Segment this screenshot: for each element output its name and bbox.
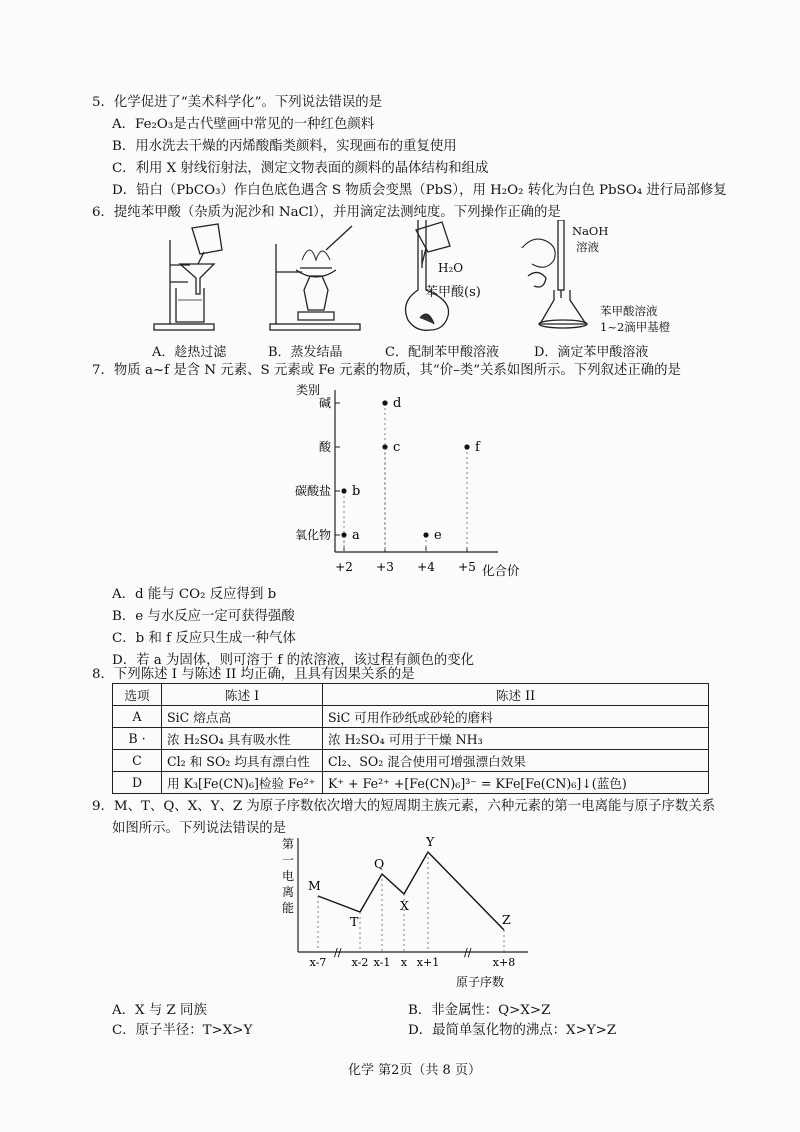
point-label-a: a — [352, 528, 360, 543]
label-naoh: NaOH — [572, 224, 609, 238]
q9-option-d: D．最简单氢化物的沸点：X>Y>Z — [408, 1023, 617, 1038]
x-tick-label: +2 — [335, 560, 353, 574]
point-label-Z: Z — [502, 912, 511, 927]
table-cell: D — [113, 772, 162, 794]
y-label-char: 能 — [282, 901, 295, 915]
table-cell: 浓 H₂SO₄ 具有吸水性 — [162, 728, 323, 750]
q5-option-a: A．Fe₂O₃是古代壁画中常见的一种红色颜料 — [112, 117, 375, 132]
q7-option-c: C．b 和 f 反应只生成一种气体 — [112, 631, 296, 646]
q7-option-b: B．e 与水反应一定可获得强酸 — [112, 609, 295, 624]
caption-d: D．滴定苯甲酸溶液 — [534, 345, 649, 360]
y-tick-label: 碳酸盐 — [294, 484, 331, 498]
series-line — [318, 852, 504, 930]
table-cell: 浓 H₂SO₄ 可用于干燥 NH₃ — [323, 728, 709, 750]
label-benzoic-acid-solid: 苯甲酸(s) — [425, 285, 481, 300]
y-label-char: 电 — [282, 869, 295, 883]
q5-option-b: B．用水洗去干燥的丙烯酸酯类颜料，实现画布的重复使用 — [112, 139, 457, 154]
q7-option-d: D．若 a 为固体，则可溶于 f 的浓溶液，该过程有颜色的变化 — [112, 653, 475, 668]
y-label-char: 第 — [282, 837, 295, 851]
ionization-energy-chart — [278, 834, 548, 1004]
x-tick-label: x — [400, 956, 408, 969]
point-label-M: M — [308, 878, 321, 893]
point-e — [423, 532, 428, 537]
x-tick-label: x+1 — [416, 956, 440, 969]
x-tick-label: x-2 — [351, 956, 369, 969]
apparatus-hot-filtration — [148, 220, 238, 332]
q6-stem: 6．提纯苯甲酸（杂质为泥沙和 NaCl），并用滴定法测纯度。下列操作正确的是 — [92, 205, 561, 220]
q5-stem: 5．化学促进了“美术科学化”。下列说法错误的是 — [92, 95, 383, 110]
table-cell: Cl₂、SO₂ 混合使用可增强漂白效果 — [323, 750, 709, 772]
x-tick-label: +4 — [417, 560, 435, 574]
point-label-e: e — [434, 528, 442, 543]
point-label-Y: Y — [426, 834, 435, 849]
point-b — [341, 488, 346, 493]
y-tick-label: 酸 — [318, 440, 331, 454]
x-tick-label: x-1 — [373, 956, 391, 969]
q8-stem: 8．下列陈述 I 与陈述 II 均正确，且具有因果关系的是 — [92, 667, 415, 682]
apparatus-solution-prep — [400, 220, 490, 336]
q9-option-b: B．非金属性：Q>X>Z — [408, 1003, 551, 1018]
q5-option-d: D．铅白（PbCO₃）作白色底色遇含 S 物质会变黑（PbS），用 H₂O₂ 转化为白色 PbSO₄ 进行局部修复 — [112, 183, 727, 198]
y-tick-label: 碱 — [318, 396, 331, 410]
table-cell: SiC 可用作砂纸或砂轮的磨料 — [323, 706, 709, 728]
q9-option-a: A．X 与 Z 同族 — [112, 1003, 207, 1018]
q9-stem-line2: 如图所示。下列说法错误的是 — [112, 821, 287, 836]
table-header-cell: 选项 — [113, 684, 162, 706]
table-cell: C — [113, 750, 162, 772]
table-header-cell: 陈述 I — [162, 684, 323, 706]
q7-stem: 7．物质 a~f 是含 N 元素、S 元素或 Fe 元素的物质，其“价–类”关系如图所示。下列叙述正确的是 — [92, 363, 681, 378]
table-row — [113, 706, 709, 728]
table-cell: K⁺ + Fe²⁺ +[Fe(CN)₆]³⁻ = KFe[Fe(CN)₆]↓(蓝色) — [323, 772, 709, 794]
table-header-row — [113, 684, 709, 706]
label-benzoic-solution: 苯甲酸溶液 — [600, 304, 658, 318]
table-cell: A — [113, 706, 162, 728]
point-label-c: c — [393, 440, 401, 455]
point-label-X: X — [400, 898, 409, 913]
point-label-Q: Q — [374, 856, 385, 871]
apparatus-evaporation — [268, 220, 368, 332]
point-f — [464, 444, 469, 449]
label-naoh-solution: 溶液 — [576, 240, 599, 254]
q7-option-a: A．d 能与 CO₂ 反应得到 b — [112, 587, 277, 602]
x-axis-label: 原子序数 — [456, 975, 505, 989]
y-axis-label — [282, 837, 294, 915]
table-cell: 用 K₃[Fe(CN)₆]检验 Fe²⁺ — [162, 772, 323, 794]
x-tick-label: +3 — [376, 560, 394, 574]
point-d — [382, 400, 387, 405]
x-tick-label: x-7 — [309, 956, 327, 969]
y-label-char: 离 — [282, 885, 295, 899]
valence-category-chart — [268, 380, 538, 580]
label-h2o: H₂O — [438, 261, 464, 275]
table-row — [113, 772, 709, 794]
point-label-d: d — [393, 396, 402, 411]
x-tick-label: +5 — [458, 560, 476, 574]
page-footer: 化学 第2页（共 8 页） — [348, 1063, 481, 1078]
point-label-b: b — [352, 484, 361, 499]
table-cell: SiC 熔点高 — [162, 706, 323, 728]
caption-a: A．趁热过滤 — [152, 345, 227, 360]
axis-break: // — [334, 946, 342, 959]
point-label-f: f — [475, 440, 480, 455]
table-cell: B · — [113, 728, 162, 750]
y-label-char: 一 — [282, 853, 295, 867]
q9-stem-line1: 9．M、T、Q、X、Y、Z 为原子序数依次增大的短周期主族元素，六种元素的第一电离能与原子序数关系 — [92, 799, 716, 814]
caption-c: C．配制苯甲酸溶液 — [385, 345, 499, 360]
point-label-T: T — [350, 914, 359, 929]
x-axis-label: 化合价 — [482, 563, 520, 578]
q5-option-c: C．利用 X 射线衍射法，测定文物表面的颜料的晶体结构和组成 — [112, 161, 489, 176]
table-cell: Cl₂ 和 SO₂ 均具有漂白性 — [162, 750, 323, 772]
x-tick-label: x+8 — [492, 956, 516, 969]
axis-break: // — [464, 946, 472, 959]
q9-option-c: C．原子半径：T>X>Y — [112, 1023, 253, 1038]
statement-table — [112, 683, 709, 794]
y-tick-label: 氧化物 — [294, 528, 331, 542]
label-methyl-orange: 1~2滴甲基橙 — [600, 320, 671, 334]
table-row — [113, 750, 709, 772]
caption-b: B．蒸发结晶 — [268, 345, 343, 360]
table-row — [113, 728, 709, 750]
y-axis-label: 类别 — [296, 383, 321, 397]
table-header-cell: 陈述 II — [323, 684, 709, 706]
